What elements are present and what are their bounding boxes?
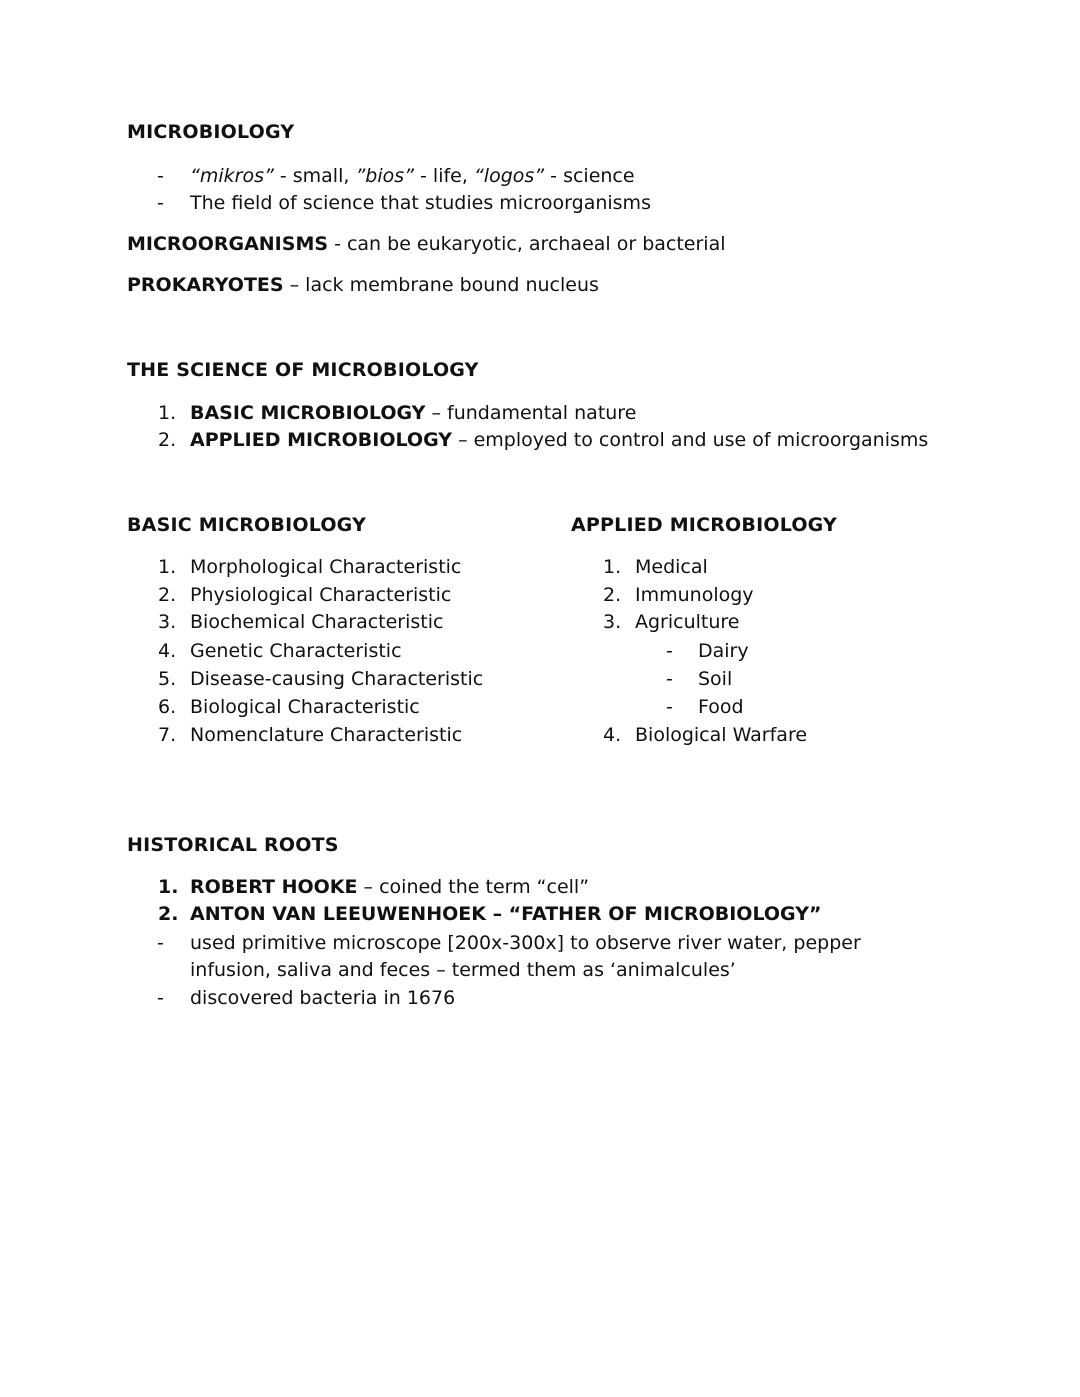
meaning-life: - life,: [414, 165, 474, 187]
sub-list-item: Soil: [698, 668, 733, 690]
bullet-dash: -: [666, 668, 673, 690]
list-number: 5.: [158, 668, 177, 690]
prokaryotes-term: PROKARYOTES: [127, 274, 284, 296]
list-number: 4.: [603, 724, 622, 746]
bullet-dash: -: [157, 932, 164, 954]
list-item: Immunology: [635, 584, 754, 606]
note-line: used primitive microscope [200x-300x] to observe river water, pepper: [190, 932, 861, 954]
list-number: 3.: [603, 611, 622, 633]
list-number: 2.: [603, 584, 622, 606]
list-number: 6.: [158, 696, 177, 718]
prokaryotes-definition: – lack membrane bound nucleus: [283, 274, 599, 296]
list-item: Physiological Characteristic: [190, 584, 452, 606]
list-number: 2.: [158, 903, 179, 925]
list-number: 7.: [158, 724, 177, 746]
microorganisms-definition: - can be eukaryotic, archaeal or bacterial: [328, 233, 726, 255]
list-number: 1.: [158, 402, 177, 424]
science-heading: THE SCIENCE OF MICROBIOLOGY: [127, 359, 479, 381]
prokaryotes-definition-line: [127, 274, 599, 296]
historical-heading: HISTORICAL ROOTS: [127, 834, 339, 856]
bullet-dash: -: [157, 987, 164, 1009]
sub-list-item: Dairy: [698, 640, 749, 662]
list-item: Biochemical Characteristic: [190, 611, 444, 633]
term-logos: “logos”: [473, 165, 545, 187]
term-mikros: “mikros”: [190, 165, 274, 187]
sub-list-item: Food: [698, 696, 744, 718]
robert-hooke-term: ROBERT HOOKE: [190, 876, 358, 898]
list-number: 4.: [158, 640, 177, 662]
science-item-text: [190, 402, 636, 424]
applied-microbiology-term: APPLIED MICROBIOLOGY: [190, 429, 453, 451]
meaning-small: - small,: [273, 165, 356, 187]
term-bios: ”bios”: [355, 165, 414, 187]
bullet-dash: -: [666, 696, 673, 718]
note-line: infusion, saliva and feces – termed them as ‘animalcules’: [190, 959, 736, 981]
list-number: 2.: [158, 584, 177, 606]
list-item: Morphological Characteristic: [190, 556, 462, 578]
list-number: 1.: [603, 556, 622, 578]
applied-heading: APPLIED MICROBIOLOGY: [571, 514, 838, 536]
list-number: 1.: [158, 556, 177, 578]
list-number: 1.: [158, 876, 179, 898]
list-number: 3.: [158, 611, 177, 633]
bullet-dash: -: [157, 192, 164, 214]
basic-heading: BASIC MICROBIOLOGY: [127, 514, 367, 536]
bullet-dash: -: [666, 640, 673, 662]
list-item: Biological Characteristic: [190, 696, 420, 718]
meaning-science: - science: [544, 165, 635, 187]
basic-microbiology-term: BASIC MICROBIOLOGY: [190, 402, 426, 424]
microbiology-definition: The field of science that studies microorganisms: [190, 192, 651, 214]
applied-microbiology-definition: – employed to control and use of microorganisms: [452, 429, 929, 451]
list-item: Disease-causing Characteristic: [190, 668, 484, 690]
list-item: Genetic Characteristic: [190, 640, 402, 662]
historical-item-text: [190, 876, 589, 898]
bullet-dash: -: [157, 165, 164, 187]
list-item: Medical: [635, 556, 708, 578]
microorganisms-definition-line: [127, 233, 726, 255]
robert-hooke-definition: – coined the term “cell”: [357, 876, 590, 898]
leeuwenhoek-term: ANTON VAN LEEUWENHOEK – “FATHER OF MICROBIOLOGY”: [190, 903, 822, 925]
microbiology-heading: MICROBIOLOGY: [127, 121, 295, 143]
science-item-text: [190, 429, 928, 451]
list-item: Agriculture: [635, 611, 740, 633]
list-number: 2.: [158, 429, 177, 451]
microorganisms-term: MICROORGANISMS: [127, 233, 329, 255]
note-line: discovered bacteria in 1676: [190, 987, 456, 1009]
list-item: Biological Warfare: [635, 724, 808, 746]
basic-microbiology-definition: – fundamental nature: [425, 402, 637, 424]
etymology-text: [190, 165, 635, 187]
list-item: Nomenclature Characteristic: [190, 724, 463, 746]
